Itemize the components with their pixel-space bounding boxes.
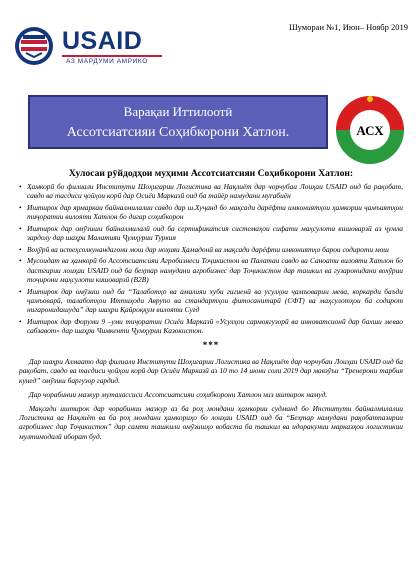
paragraph: Дар чорабинии мазкур мутахассиси Ассотсиатсияи соҳибкорони Хатлон низ иштирок намуд. [29, 389, 328, 399]
summary-title: Хулосаи рӯйдодҳои муҳими Ассотсиатсияи Соҳибкорони Хатлон: [68, 168, 354, 179]
asx-emblem-icon [334, 94, 406, 166]
section-separator: *** [202, 340, 220, 351]
usaid-logo [12, 12, 172, 72]
brand-name: USAID [62, 27, 143, 55]
paragraph: Дар шаҳри Алмаато дар филиали Институти Шоҳигарии Логистика ва Нақлиёт дар чорчубаи Лоиҳаи USAID оид ба рақобат, савдо ва тасдиси ҷойҳои корӣ дар Осиёи Марказӣ аз 10 то 14 июни соли 2019 дар мавзӯъи “Тренерони тарбия кунед” омӯзиш баргузор гардид. [19, 357, 403, 385]
issue-info: Шумораи №1, Июн– Ноябр 2019 [289, 22, 408, 32]
list-item: • Воҳӯрӣ ва истеҳсолкунандагони мош дар ноҳияи Ҳамадонӣ ва мақсади дарёфти имкониятҳо барои содироти мош [19, 245, 403, 254]
list-item: • Иштирок дар омӯзиш оид ба “Талаботҳо ва амалияи хуби гигиенӣ ва усулҳои ҷамъоварии мева, коркарди баъди ҷамъоварӣ, талаботҳои Иттиҳоди Аврупо ва стандартҳои фитосанитарӣ (СФТ) ва маҳсулотҳои ба содирот нигаронидашуда” дар шаҳри Қайроққум вилояти Суғд [19, 287, 403, 315]
list-item: • Иштирок дар Форуми 9 –уми тиҷоратии Осиёи Марказӣ «Усулҳои сармоягузорӣ ва инноватсионӣ дар бахши мевао сабзавот» дар шаҳри Чимкенти Ҷумҳурии Казокистон. [19, 317, 403, 335]
title-banner [28, 95, 328, 149]
list-item: • Ҳамкорӣ бо филиали Институти Шоҳигарии Логистика ва Нақлиёт дар чорчубаи Лоиҳаи USAID оид ба рақобат, савдо ва тасдиси ҷойҳои корӣ дар Осиёи Марказӣ оид ба тайёр намудани муrабиён [19, 182, 403, 200]
list-item: • Иштирок дар омӯзиши байналмилалӣ оид ба сертификатсия системаҳои сифати маҳсулоти кишоварзӣ аз ҷумла зардолу дар шаҳри Малатияи Ҷумҳурии Туркия [19, 224, 403, 242]
list-item: • Мусоидат ва ҳамкорӣ бо Ассотсиатсияи Агробизнеси Тоҷикистон ва Палатаи савдо ва Саноати вилояти Хатлон бо дастгирии лоиҳаи USAID оид ба беҳтар намудани агробизнес дар Тоҷикистон дар ташкил ва гузаронидани вохӯрии тоҷирони маҳсулоти кишоварзӣ (B2B) [19, 256, 403, 284]
emblem-text: АСХ [356, 123, 384, 138]
brand-rule [62, 55, 162, 57]
banner-title-line2: Ассотсиатсияи Соҳибкорони Хатлон. [66, 125, 290, 140]
summary-list [19, 182, 403, 335]
paragraph: Мақсади иштирок дар чорабинии мазкур аз ба роҳ мондани ҳамкории судманд бо Институти байналмилалии Логистика ва Нақлиёт ва ба роҳ мондани ҳамкориҳо бо лоиҳаи USAID оид ба “Беҳтар намудани рақобатпазирии агробизнес дар Тоҷикистон” дар самти ташкили омӯзишҳо вобаста ба ташкил ва идоракунии марказҳои логистикии мултимодалӣ иборат буд. [19, 404, 403, 441]
banner-title-line1: Варақаи Иттилоотӣ [123, 104, 233, 119]
usaid-seal-icon [14, 26, 54, 66]
list-item: • Иштирок дар ярмаркаи байналмилалии савдо дар ш.Хуҷанд бо мақсади дарёфти имкониятҳои ҳамкории ҷамъиятҳои тиҷоратии вилояти Хатлон бо дигар соҳибкорон [19, 203, 403, 221]
brand-tagline: АЗ МАРДУМИ АМРИКО [66, 58, 148, 65]
newsletter-body [19, 168, 403, 446]
